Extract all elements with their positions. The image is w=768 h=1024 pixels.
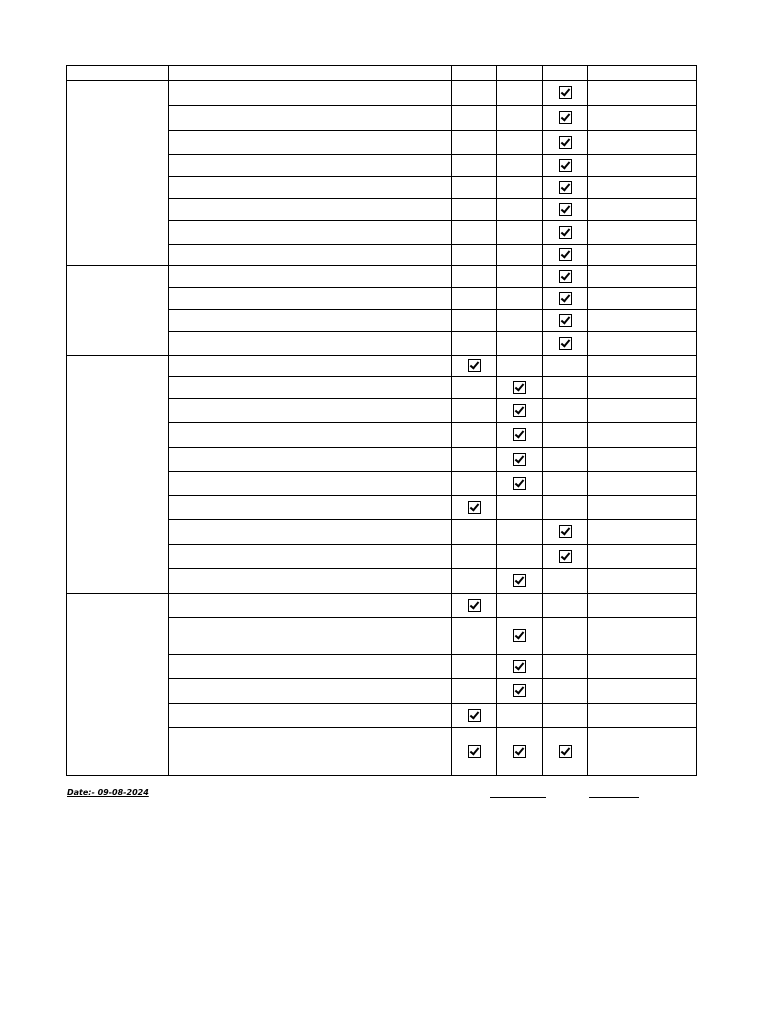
header-cell-category xyxy=(67,66,169,81)
checked-box-icon xyxy=(559,159,572,172)
check-cell-2 xyxy=(497,545,543,569)
item-cell xyxy=(169,655,452,679)
remarks-cell xyxy=(588,199,697,221)
check-cell-3 xyxy=(543,332,588,356)
item-cell xyxy=(169,199,452,221)
remarks-cell xyxy=(588,545,697,569)
check-cell-1 xyxy=(452,520,497,545)
check-cell-1 xyxy=(452,155,497,177)
check-cell-3 xyxy=(543,245,588,266)
check-cell-3 xyxy=(543,377,588,399)
check-cell-2 xyxy=(497,377,543,399)
check-cell-2 xyxy=(497,496,543,520)
checked-box-icon xyxy=(559,181,572,194)
checked-box-icon xyxy=(559,203,572,216)
header-row xyxy=(67,66,697,81)
check-cell-3 xyxy=(543,655,588,679)
check-cell-3 xyxy=(543,569,588,594)
checked-box-icon xyxy=(513,574,526,587)
check-cell-2 xyxy=(497,655,543,679)
remarks-cell xyxy=(588,177,697,199)
checked-box-icon xyxy=(468,599,481,612)
item-cell xyxy=(169,310,452,332)
check-cell-1 xyxy=(452,655,497,679)
check-cell-1 xyxy=(452,594,497,618)
check-cell-3 xyxy=(543,131,588,155)
remarks-cell xyxy=(588,288,697,310)
checked-box-icon xyxy=(559,745,572,758)
item-cell xyxy=(169,704,452,728)
check-cell-3 xyxy=(543,728,588,776)
check-cell-2 xyxy=(497,245,543,266)
checked-box-icon xyxy=(513,660,526,673)
check-cell-1 xyxy=(452,106,497,131)
table-row xyxy=(67,266,697,288)
check-cell-2 xyxy=(497,423,543,448)
check-cell-2 xyxy=(497,177,543,199)
item-cell xyxy=(169,356,452,377)
check-cell-1 xyxy=(452,618,497,655)
check-cell-1 xyxy=(452,545,497,569)
signature-line-2 xyxy=(589,797,639,798)
remarks-cell xyxy=(588,655,697,679)
checked-box-icon xyxy=(468,501,481,514)
header-cell-col3 xyxy=(543,66,588,81)
checked-box-icon xyxy=(468,359,481,372)
check-cell-2 xyxy=(497,618,543,655)
checked-box-icon xyxy=(513,745,526,758)
check-cell-2 xyxy=(497,106,543,131)
remarks-cell xyxy=(588,106,697,131)
check-cell-3 xyxy=(543,155,588,177)
check-cell-3 xyxy=(543,177,588,199)
checked-box-icon xyxy=(513,428,526,441)
check-cell-1 xyxy=(452,399,497,423)
item-cell xyxy=(169,496,452,520)
checklist-table xyxy=(66,65,697,776)
checked-box-icon xyxy=(559,248,572,261)
remarks-cell xyxy=(588,728,697,776)
checked-box-icon xyxy=(468,745,481,758)
check-cell-1 xyxy=(452,377,497,399)
check-cell-1 xyxy=(452,288,497,310)
check-cell-3 xyxy=(543,618,588,655)
check-cell-1 xyxy=(452,221,497,245)
checked-box-icon xyxy=(559,292,572,305)
item-cell xyxy=(169,679,452,704)
header-cell-remarks xyxy=(588,66,697,81)
check-cell-2 xyxy=(497,728,543,776)
item-cell xyxy=(169,594,452,618)
check-cell-2 xyxy=(497,199,543,221)
check-cell-3 xyxy=(543,266,588,288)
remarks-cell xyxy=(588,704,697,728)
check-cell-2 xyxy=(497,288,543,310)
check-cell-1 xyxy=(452,448,497,472)
checked-box-icon xyxy=(513,381,526,394)
check-cell-2 xyxy=(497,472,543,496)
check-cell-2 xyxy=(497,332,543,356)
check-cell-2 xyxy=(497,310,543,332)
check-cell-3 xyxy=(543,423,588,448)
check-cell-3 xyxy=(543,545,588,569)
remarks-cell xyxy=(588,221,697,245)
check-cell-2 xyxy=(497,155,543,177)
remarks-cell xyxy=(588,399,697,423)
check-cell-2 xyxy=(497,266,543,288)
check-cell-1 xyxy=(452,266,497,288)
check-cell-3 xyxy=(543,448,588,472)
checklist-body xyxy=(67,66,697,776)
item-cell xyxy=(169,728,452,776)
item-cell xyxy=(169,266,452,288)
check-cell-2 xyxy=(497,221,543,245)
item-cell xyxy=(169,520,452,545)
remarks-cell xyxy=(588,496,697,520)
category-cell xyxy=(67,594,169,776)
check-cell-1 xyxy=(452,496,497,520)
check-cell-2 xyxy=(497,704,543,728)
checked-box-icon xyxy=(559,550,572,563)
check-cell-1 xyxy=(452,177,497,199)
item-cell xyxy=(169,545,452,569)
remarks-cell xyxy=(588,81,697,106)
check-cell-1 xyxy=(452,310,497,332)
category-cell xyxy=(67,81,169,266)
checked-box-icon xyxy=(513,684,526,697)
category-cell xyxy=(67,266,169,356)
remarks-cell xyxy=(588,266,697,288)
remarks-cell xyxy=(588,377,697,399)
item-cell xyxy=(169,245,452,266)
item-cell xyxy=(169,399,452,423)
check-cell-2 xyxy=(497,569,543,594)
header-cell-item xyxy=(169,66,452,81)
check-cell-3 xyxy=(543,472,588,496)
item-cell xyxy=(169,618,452,655)
check-cell-3 xyxy=(543,221,588,245)
item-cell xyxy=(169,423,452,448)
check-cell-2 xyxy=(497,356,543,377)
item-cell xyxy=(169,448,452,472)
item-cell xyxy=(169,221,452,245)
check-cell-1 xyxy=(452,81,497,106)
check-cell-1 xyxy=(452,245,497,266)
check-cell-3 xyxy=(543,310,588,332)
check-cell-1 xyxy=(452,472,497,496)
header-cell-col2 xyxy=(497,66,543,81)
check-cell-1 xyxy=(452,569,497,594)
checked-box-icon xyxy=(559,111,572,124)
table-row xyxy=(67,356,697,377)
item-cell xyxy=(169,155,452,177)
checked-box-icon xyxy=(559,314,572,327)
check-cell-1 xyxy=(452,332,497,356)
remarks-cell xyxy=(588,245,697,266)
check-cell-2 xyxy=(497,399,543,423)
checked-box-icon xyxy=(513,404,526,417)
check-cell-3 xyxy=(543,81,588,106)
check-cell-2 xyxy=(497,520,543,545)
item-cell xyxy=(169,332,452,356)
item-cell xyxy=(169,131,452,155)
checked-box-icon xyxy=(559,136,572,149)
check-cell-3 xyxy=(543,356,588,377)
check-cell-3 xyxy=(543,106,588,131)
check-cell-2 xyxy=(497,81,543,106)
remarks-cell xyxy=(588,472,697,496)
checked-box-icon xyxy=(468,709,481,722)
check-cell-2 xyxy=(497,131,543,155)
check-cell-1 xyxy=(452,728,497,776)
remarks-cell xyxy=(588,310,697,332)
check-cell-2 xyxy=(497,594,543,618)
table-row xyxy=(67,594,697,618)
item-cell xyxy=(169,177,452,199)
remarks-cell xyxy=(588,618,697,655)
check-cell-1 xyxy=(452,131,497,155)
remarks-cell xyxy=(588,131,697,155)
check-cell-1 xyxy=(452,704,497,728)
remarks-cell xyxy=(588,679,697,704)
checked-box-icon xyxy=(559,337,572,350)
item-cell xyxy=(169,106,452,131)
check-cell-3 xyxy=(543,399,588,423)
check-cell-3 xyxy=(543,496,588,520)
table-row xyxy=(67,81,697,106)
check-cell-2 xyxy=(497,679,543,704)
signature-line-1 xyxy=(490,797,546,798)
checked-box-icon xyxy=(559,270,572,283)
remarks-cell xyxy=(588,423,697,448)
check-cell-3 xyxy=(543,199,588,221)
item-cell xyxy=(169,377,452,399)
remarks-cell xyxy=(588,520,697,545)
remarks-cell xyxy=(588,155,697,177)
check-cell-2 xyxy=(497,448,543,472)
checked-box-icon xyxy=(559,86,572,99)
category-cell xyxy=(67,356,169,594)
check-cell-1 xyxy=(452,356,497,377)
header-cell-col1 xyxy=(452,66,497,81)
date-label: Date:- 09-08-2024 xyxy=(67,788,149,797)
item-cell xyxy=(169,569,452,594)
item-cell xyxy=(169,288,452,310)
remarks-cell xyxy=(588,594,697,618)
remarks-cell xyxy=(588,569,697,594)
checked-box-icon xyxy=(559,226,572,239)
remarks-cell xyxy=(588,356,697,377)
check-cell-1 xyxy=(452,423,497,448)
item-cell xyxy=(169,81,452,106)
checked-box-icon xyxy=(513,477,526,490)
checked-box-icon xyxy=(513,629,526,642)
check-cell-3 xyxy=(543,704,588,728)
check-cell-3 xyxy=(543,520,588,545)
item-cell xyxy=(169,472,452,496)
check-cell-3 xyxy=(543,288,588,310)
remarks-cell xyxy=(588,448,697,472)
check-cell-1 xyxy=(452,679,497,704)
check-cell-3 xyxy=(543,679,588,704)
checked-box-icon xyxy=(513,453,526,466)
check-cell-3 xyxy=(543,594,588,618)
remarks-cell xyxy=(588,332,697,356)
check-cell-1 xyxy=(452,199,497,221)
checked-box-icon xyxy=(559,525,572,538)
